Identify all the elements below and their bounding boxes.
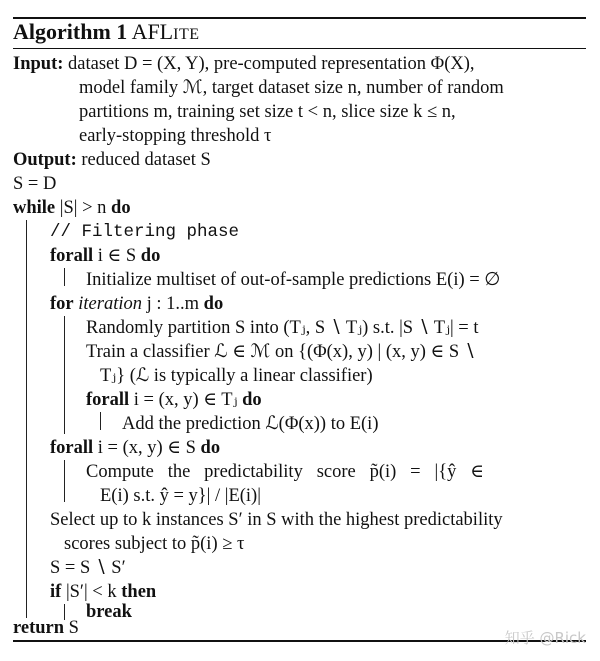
select-line-2: scores subject to p̃(i) ≥ τ [64,534,245,554]
algorithm-name: AFLITE [131,19,200,44]
init-line: S = D [13,174,57,194]
train-line-2: Tⱼ} (ℒ is typically a linear classifier) [100,366,373,386]
input-line-4: early-stopping threshold τ [79,126,272,146]
while-body-bar [26,220,27,618]
input-line-1: Input: dataset D = (X, Y), pre-computed representation Φ(X), [13,54,475,74]
title-rule [13,48,586,49]
forall2-body-bar [100,412,101,430]
compute-line-2: E(i) s.t. ŷ = y}| / |E(i)| [100,486,261,506]
train-line-1: Train a classifier ℒ ∈ ℳ on {(Φ(x), y) | (x, y) ∈ S ∖ [86,342,476,362]
return-line: return S [13,618,79,638]
select-line-1: Select up to k instances S′ in S with the highest predictability [50,510,503,530]
break-line: break [86,602,132,622]
forall1-body-bar [64,268,65,286]
forall3-body-bar [64,460,65,502]
algorithm-title: Algorithm 1 AFLITE [13,19,200,44]
if-line: if |S′| < k then [50,582,157,602]
forall-line-1: forall i ∈ S do [50,246,161,266]
for-body-bar [64,316,65,434]
watermark: 知乎 @Rick [504,629,586,647]
forall-line-2: forall i = (x, y) ∈ Tⱼ do [86,390,262,410]
while-line: while |S| > n do [13,198,131,218]
compute-line-1: Compute the predictability score p̃(i) = |{ŷ ∈ [86,462,484,482]
bottom-rule [13,640,586,642]
input-line-3: partitions m, training set size t < n, slice size k ≤ n, [79,102,456,122]
add-prediction-line: Add the prediction ℒ(Φ(x)) to E(i) [122,414,379,434]
forall-line-3: forall i = (x, y) ∈ S do [50,438,221,458]
partition-line: Randomly partition S into (Tⱼ, S ∖ Tⱼ) s.t. |S ∖ Tⱼ| = t [86,318,479,338]
update-line: S = S ∖ S′ [50,558,126,578]
output-line: Output: reduced dataset S [13,150,211,170]
input-line-2: model family ℳ, target dataset size n, number of random [79,78,504,98]
comment-line: // Filtering phase [50,222,240,242]
init-multiset-line: Initialize multiset of out-of-sample predictions E(i) = ∅ [86,270,501,290]
for-line: for iteration j : 1..m do [50,294,224,314]
